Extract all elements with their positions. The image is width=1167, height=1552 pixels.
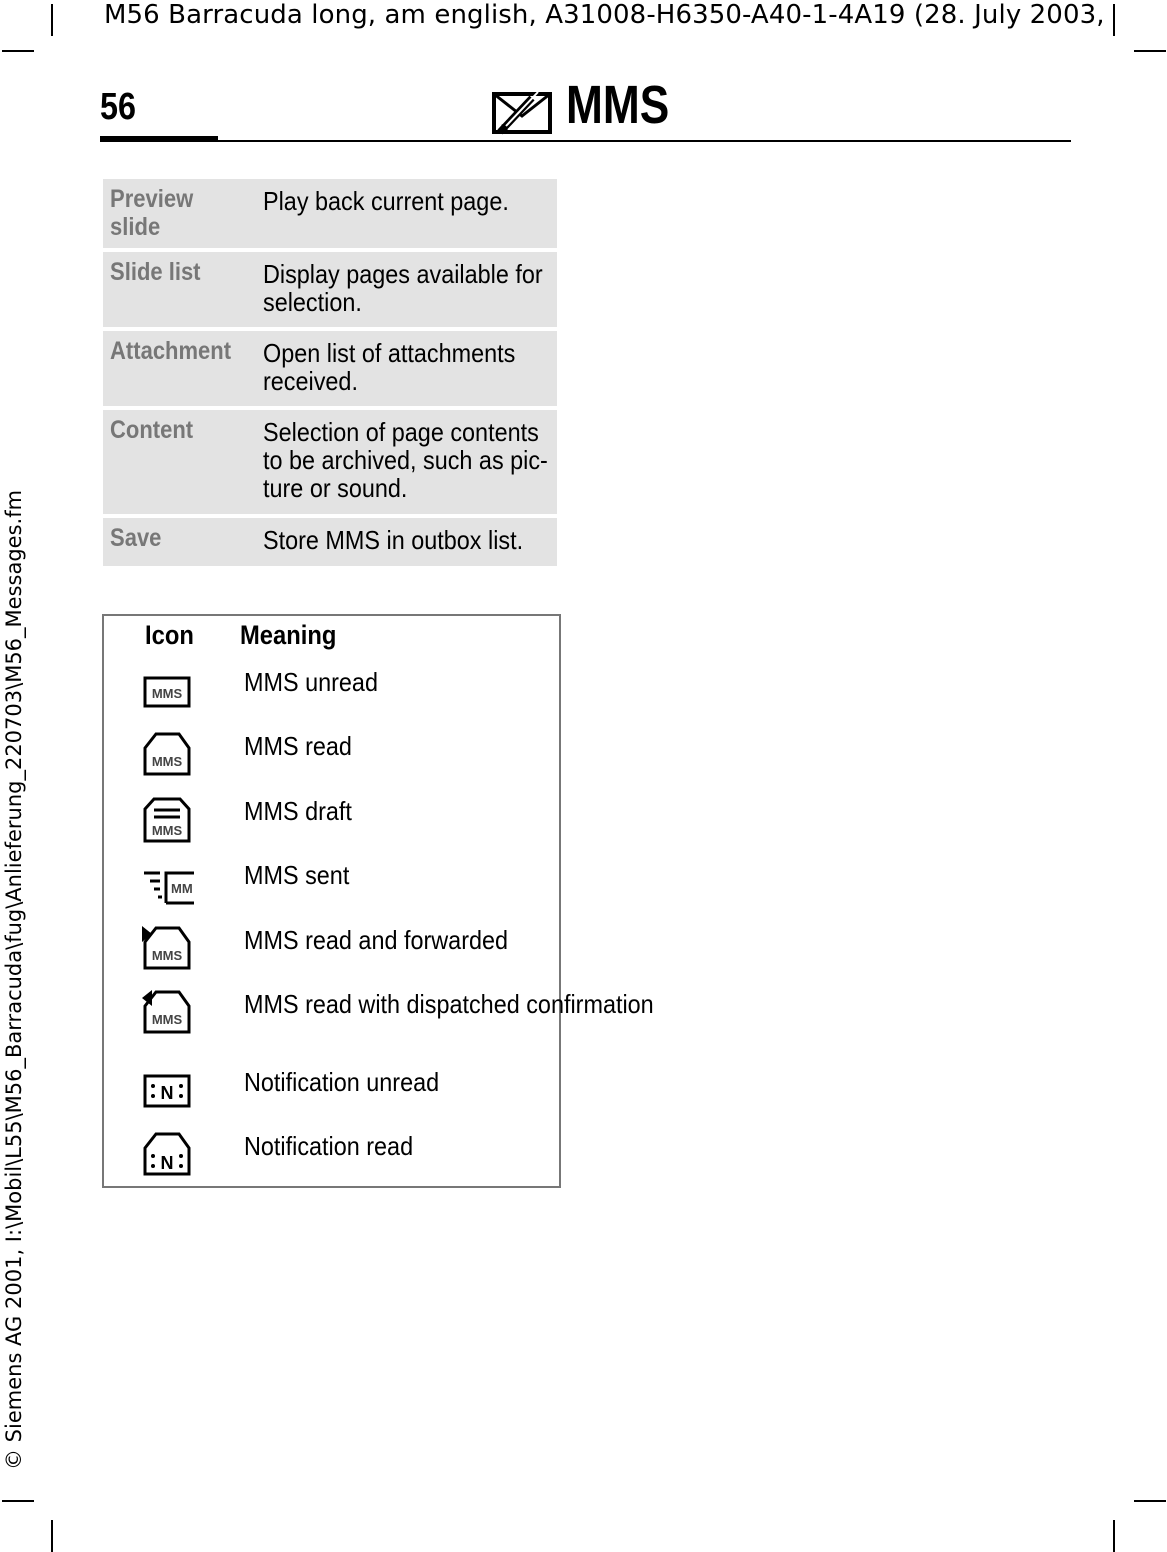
svg-text:MMS: MMS: [151, 686, 183, 701]
crop-mark: [1113, 1520, 1115, 1552]
menu-option-row: [103, 252, 557, 331]
icon-meaning: MMS draft: [244, 796, 352, 826]
icon-meaning: MMS read and forwarded: [244, 925, 509, 955]
option-description: Store MMS in outbox list.: [263, 525, 524, 555]
option-description: Selection of page contents to be archived, such as pic-ture or sound.: [263, 417, 548, 503]
option-description: Open list of attachments received.: [263, 338, 516, 396]
svg-text:MMS: MMS: [151, 754, 183, 769]
crop-mark: [51, 1520, 53, 1552]
icon-meaning: MMS sent: [244, 860, 350, 890]
crop-mark: [2, 50, 34, 52]
svg-text:MMS: MMS: [151, 1012, 183, 1027]
meaning-column-header: Meaning: [240, 620, 337, 650]
header-rule: [100, 140, 1071, 142]
crop-mark: [1113, 4, 1115, 36]
option-term: Content: [110, 416, 194, 444]
notification-read-icon: [142, 1132, 196, 1180]
icon-meaning: Notification unread: [244, 1067, 440, 1097]
svg-text:N: N: [160, 1153, 174, 1173]
notification-unread-icon: [142, 1068, 196, 1116]
svg-text:MMS: MMS: [151, 823, 183, 838]
crop-mark: [1134, 1500, 1166, 1502]
icon-meaning: Notification read: [244, 1131, 414, 1161]
mms-read-dispatched-icon: [142, 990, 196, 1038]
menu-option-row: [103, 179, 557, 252]
svg-text:MMS: MMS: [151, 948, 183, 963]
svg-text:MM: MM: [171, 881, 193, 896]
mms-unread-icon: [142, 668, 196, 716]
option-term: Attachment: [110, 337, 232, 365]
menu-option-row: [103, 518, 557, 566]
crop-mark: [1134, 50, 1166, 52]
menu-option-row: [103, 331, 557, 410]
option-term: Preview slide: [110, 185, 194, 241]
chapter-title: MMS: [566, 75, 670, 135]
crop-mark: [51, 4, 53, 36]
mms-read-icon: [142, 732, 196, 780]
mms-read-forwarded-icon: [142, 926, 196, 974]
option-description: Display pages available for selection.: [263, 259, 543, 317]
icon-legend-table: [102, 614, 654, 1188]
option-term: Slide list: [110, 258, 201, 286]
icon-meaning: MMS read with dispatched confirmation: [244, 989, 654, 1019]
running-header: M56 Barracuda long, am english, A31008-H6350-A40-1-4A19 (28. July 2003,: [104, 0, 1105, 30]
menu-option-row: [103, 410, 557, 518]
copyright-side-text: © Siemens AG 2001, I:\Mobil\L55\M56_Barracuda\fug\Anlieferung_220703\M56_Messages.fm: [2, 489, 26, 1470]
menu-options-table: [103, 179, 557, 566]
page-number: 56: [100, 86, 136, 128]
option-description: Play back current page.: [263, 186, 509, 216]
crop-mark: [2, 1500, 34, 1502]
envelope-pen-icon: [492, 86, 552, 136]
icon-meaning: MMS unread: [244, 667, 378, 697]
option-term: Save: [110, 524, 162, 552]
mms-draft-icon: [142, 797, 196, 845]
svg-text:N: N: [160, 1083, 174, 1103]
icon-meaning: MMS read: [244, 731, 352, 761]
mms-sent-icon: [142, 861, 196, 909]
icon-column-header: Icon: [145, 620, 194, 650]
